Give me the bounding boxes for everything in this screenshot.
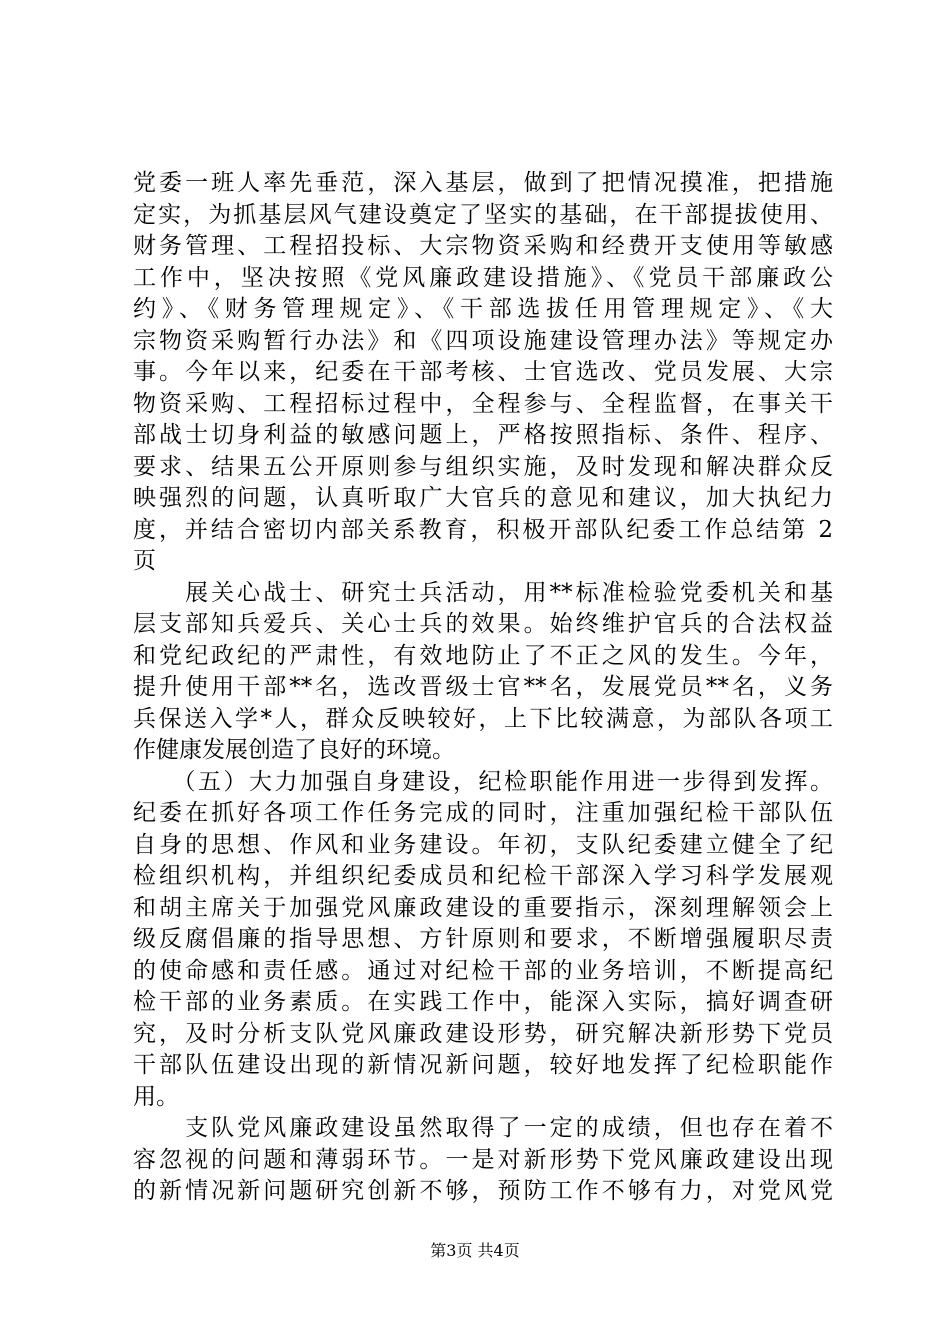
text-line: 层支部知兵爱兵、关心士兵的效果。始终维护官兵的合法权益 [133,611,833,637]
text-line: 和胡主席关于加强党风廉政建设的重要指示，深刻理解领会上 [133,894,833,921]
text-line: 纪委在抓好各项工作任务完成的同时，注重加强纪检干部队伍 [133,800,833,826]
text-line: 度，并结合密切内部关系教育，积极开部队纪委工作总结第 2 [133,516,833,543]
text-line: （五）大力加强自身建设，纪检职能作用进一步得到发挥。 [133,768,833,795]
text-line: 物资采购、工程招标过程中，全程参与、全程监督，在事关干 [133,390,833,417]
text-line: 财务管理、工程招投标、大宗物资采购和经费开支使用等敏感 [133,233,833,259]
text-line: 级反腐倡廉的指导思想、方针原则和要求，不断增强履职尽责 [133,926,833,952]
text-line: 事。今年以来，纪委在干部考核、士官选改、党员发展、大宗 [133,359,833,385]
text-line: 检组织机构，并组织纪委成员和纪检干部深入学习科学发展观 [133,863,833,889]
text-line: 用。 [133,1083,179,1110]
text-line: 工作中，坚决按照《党风廉政建设措施》、《党员干部廉政公 [133,264,833,291]
text-line: 部战士切身利益的敏感问题上，严格按照指标、条件、程序、 [133,422,833,448]
text-line: 要求、结果五公开原则参与组织实施，及时发现和解决群众反 [133,453,833,480]
text-line: 支队党风廉政建设虽然取得了一定的成绩，但也存在着不 [133,1115,833,1141]
page-footer: 第3页 共4页 [430,1241,520,1260]
document-body [133,168,833,1208]
text-line: 究，及时分析支队党风廉政建设形势，研究解决新形势下党员 [133,1020,833,1047]
text-line: 展关心战士、研究士兵活动，用**标准检验党委机关和基 [133,579,833,606]
text-line: 和党纪政纪的严肃性，有效地防止了不正之风的发生。今年， [133,642,833,669]
text-line: 的使命感和责任感。通过对纪检干部的业务培训，不断提高纪 [133,957,833,984]
text-line: 定实，为抓基层风气建设奠定了坚实的基础，在干部提拔使用、 [133,201,833,228]
text-line: 的新情况新问题研究创新不够，预防工作不够有力，对党风党 [133,1178,833,1204]
text-line: 容忽视的问题和薄弱环节。一是对新形势下党风廉政建设出现 [133,1146,833,1173]
text-line: 干部队伍建设出现的新情况新问题，较好地发挥了纪检职能作 [133,1052,833,1078]
text-line: 宗物资采购暂行办法》和《四项设施建设管理办法》等规定办 [133,327,833,354]
text-line: 作健康发展创造了良好的环境。 [133,737,455,763]
text-line: 页 [133,548,156,574]
text-line: 提升使用干部**名，选改晋级士官**名，发展党员**名，义务 [133,674,833,700]
text-line: 映强烈的问题，认真听取广大官兵的意见和建议，加大执纪力 [133,485,833,511]
text-line: 兵保送入学*人，群众反映较好，上下比较满意，为部队各项工 [133,705,833,732]
text-line: 约》、《财务管理规定》、《干部选拔任用管理规定》、《大 [133,296,833,322]
text-line: 党委一班人率先垂范，深入基层，做到了把情况摸准，把措施 [133,170,833,196]
text-line: 自身的思想、作风和业务建设。年初，支队纪委建立健全了纪 [133,831,833,858]
text-line: 检干部的业务素质。在实践工作中，能深入实际，搞好调查研 [133,989,833,1015]
